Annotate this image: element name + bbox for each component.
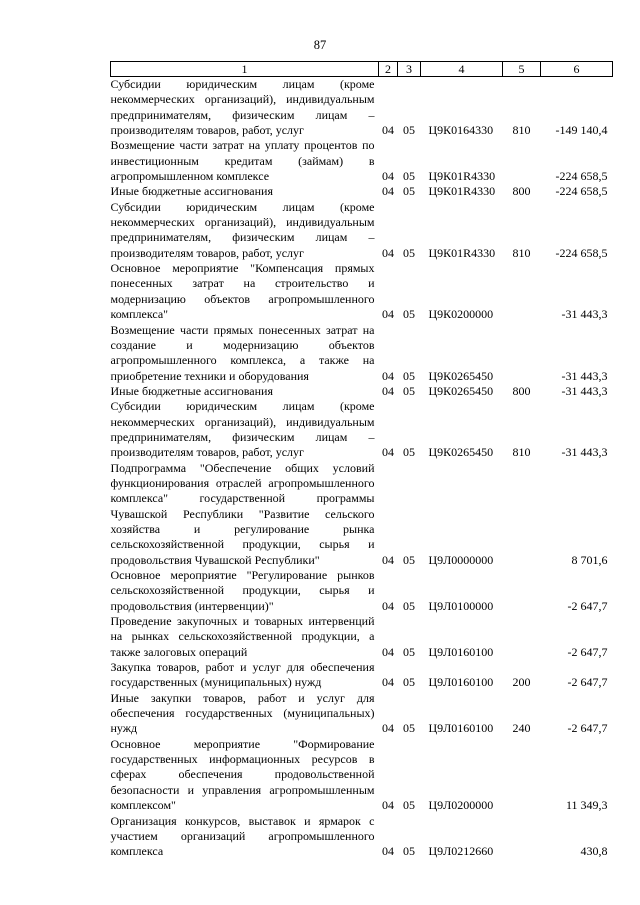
subsection-code: 05 bbox=[403, 598, 415, 613]
target-article-code: Ц9Л0160100 bbox=[428, 675, 494, 690]
subsection-code: 05 bbox=[403, 184, 415, 199]
budget-table bbox=[110, 61, 613, 860]
section-code: 04 bbox=[382, 598, 394, 613]
amount: -224 658,5 bbox=[555, 184, 608, 199]
item-name: Иные бюджетные ассигнования bbox=[110, 383, 273, 398]
expense-type-code bbox=[503, 814, 541, 860]
section-code: 04 bbox=[382, 383, 394, 398]
amount: -2 647,7 bbox=[567, 721, 608, 736]
table-row bbox=[111, 399, 613, 460]
amount: -2 647,7 bbox=[567, 644, 608, 659]
section-code: 04 bbox=[382, 184, 394, 199]
expense-type-code: 200 bbox=[512, 675, 531, 690]
amount: -31 443,3 bbox=[561, 368, 608, 383]
target-article-code: Ц9К0265450 bbox=[428, 368, 494, 383]
item-name: Субсидии юридическим лицам (кроме некоммерческих организаций), индивидуальным предпринимателям, физическим лицам – производителям товаров, работ, услуг bbox=[110, 77, 375, 138]
subsection-code: 05 bbox=[403, 675, 415, 690]
subsection-code: 05 bbox=[403, 644, 415, 659]
subsection-code: 05 bbox=[403, 169, 415, 184]
subsection-code: 05 bbox=[403, 123, 415, 138]
table-row bbox=[111, 568, 613, 614]
expense-type-code: 810 bbox=[512, 245, 531, 260]
table-row bbox=[111, 814, 613, 860]
item-name: Основное мероприятие "Регулирование рынков сельскохозяйственной продукции, сырья и продовольствия (интервенции)" bbox=[110, 568, 375, 613]
item-name: Субсидии юридическим лицам (кроме некоммерческих организаций), индивидуальным предпринимателям, физическим лицам – производителям товаров, работ, услуг bbox=[110, 199, 375, 260]
item-name: Закупка товаров, работ и услуг для обеспечения государственных (муниципальных) нужд bbox=[110, 660, 375, 690]
table-header-row bbox=[111, 62, 613, 77]
item-name: Иные закупки товаров, работ и услуг для обеспечения государственных (муниципальных) нужд bbox=[110, 690, 375, 736]
amount: 430,8 bbox=[580, 844, 608, 859]
header-col-1: 1 bbox=[111, 62, 379, 77]
target-article-code: Ц9Л0000000 bbox=[428, 552, 494, 567]
section-code: 04 bbox=[382, 445, 394, 460]
section-code: 04 bbox=[382, 123, 394, 138]
expense-type-code bbox=[503, 461, 541, 568]
amount: -149 140,4 bbox=[555, 123, 608, 138]
target-article-code: Ц9К0265450 bbox=[428, 383, 494, 398]
table-row bbox=[111, 660, 613, 691]
subsection-code: 05 bbox=[403, 798, 415, 813]
target-article-code: Ц9Л0212660 bbox=[428, 844, 494, 859]
subsection-code: 05 bbox=[403, 307, 415, 322]
target-article-code: Ц9Л0160100 bbox=[428, 721, 494, 736]
table-row bbox=[111, 614, 613, 660]
amount: -224 658,5 bbox=[555, 169, 608, 184]
item-name: Основное мероприятие "Компенсация прямых понесенных затрат на строительство и модернизацию объектов агропромышленного комплекса" bbox=[110, 261, 375, 322]
section-code: 04 bbox=[382, 552, 394, 567]
table-row bbox=[111, 737, 613, 814]
table-row bbox=[111, 77, 613, 139]
expense-type-code bbox=[503, 138, 541, 184]
section-code: 04 bbox=[382, 169, 394, 184]
expense-type-code bbox=[503, 614, 541, 660]
expense-type-code: 810 bbox=[512, 445, 531, 460]
expense-type-code: 800 bbox=[512, 184, 531, 199]
amount: -31 443,3 bbox=[561, 445, 608, 460]
item-name: Основное мероприятие "Формирование государственных информационных ресурсов в сферах обеспечения продовольственной безопасности и управления агропромышленным комплексом" bbox=[110, 736, 375, 813]
item-name: Субсидии юридическим лицам (кроме некоммерческих организаций), индивидуальным предпринимателям, физическим лицам – производителям товаров, работ, услуг bbox=[110, 399, 375, 460]
item-name: Организация конкурсов, выставок и ярмарок с участием организаций агропромышленного комплекса bbox=[110, 813, 375, 859]
table-row bbox=[111, 461, 613, 568]
target-article-code: Ц9К01R4330 bbox=[428, 245, 496, 260]
target-article-code: Ц9К0164330 bbox=[428, 123, 494, 138]
subsection-code: 05 bbox=[403, 383, 415, 398]
subsection-code: 05 bbox=[403, 368, 415, 383]
amount: -224 658,5 bbox=[555, 245, 608, 260]
table-row bbox=[111, 200, 613, 261]
section-code: 04 bbox=[382, 844, 394, 859]
table-row bbox=[111, 384, 613, 399]
subsection-code: 05 bbox=[403, 552, 415, 567]
amount: 8 701,6 bbox=[571, 552, 608, 567]
target-article-code: Ц9Л0160100 bbox=[428, 644, 494, 659]
target-article-code: Ц9Л0200000 bbox=[428, 798, 494, 813]
table-row bbox=[111, 184, 613, 199]
subsection-code: 05 bbox=[403, 721, 415, 736]
section-code: 04 bbox=[382, 368, 394, 383]
header-col-3: 3 bbox=[398, 62, 421, 77]
expense-type-code bbox=[503, 568, 541, 614]
subsection-code: 05 bbox=[403, 844, 415, 859]
item-name: Проведение закупочных и товарных интервенций на рынках сельскохозяйственной продукции, а также залоговых операций bbox=[110, 614, 375, 659]
header-col-5: 5 bbox=[503, 62, 541, 77]
target-article-code: Ц9К01R4330 bbox=[428, 169, 496, 184]
expense-type-code bbox=[503, 323, 541, 384]
table-row bbox=[111, 691, 613, 737]
header-col-2: 2 bbox=[379, 62, 398, 77]
section-code: 04 bbox=[382, 721, 394, 736]
table-row bbox=[111, 261, 613, 322]
section-code: 04 bbox=[382, 245, 394, 260]
section-code: 04 bbox=[382, 798, 394, 813]
target-article-code: Ц9Л0100000 bbox=[428, 598, 494, 613]
header-col-4: 4 bbox=[421, 62, 503, 77]
amount: -2 647,7 bbox=[567, 598, 608, 613]
page-number: 87 bbox=[313, 38, 327, 52]
target-article-code: Ц9К01R4330 bbox=[428, 184, 496, 199]
target-article-code: Ц9К0200000 bbox=[428, 307, 494, 322]
expense-type-code: 240 bbox=[512, 721, 531, 736]
section-code: 04 bbox=[382, 307, 394, 322]
amount: -31 443,3 bbox=[561, 383, 608, 398]
section-code: 04 bbox=[382, 675, 394, 690]
amount: 11 349,3 bbox=[565, 798, 608, 813]
amount: -31 443,3 bbox=[561, 307, 608, 322]
item-name: Возмещение части затрат на уплату процентов по инвестиционным кредитам (займам) в агропромышленном комплексе bbox=[110, 138, 375, 184]
expense-type-code: 800 bbox=[512, 383, 531, 398]
item-name: Возмещение части прямых понесенных затрат на создание и модернизацию объектов агропромышленного комплекса, а также на приобретение техники и оборудования bbox=[110, 322, 375, 383]
section-code: 04 bbox=[382, 644, 394, 659]
expense-type-code: 810 bbox=[512, 123, 531, 138]
target-article-code: Ц9К0265450 bbox=[428, 445, 494, 460]
amount: -2 647,7 bbox=[567, 675, 608, 690]
item-name: Иные бюджетные ассигнования bbox=[110, 184, 273, 199]
header-col-6: 6 bbox=[541, 62, 613, 77]
table-row bbox=[111, 138, 613, 184]
subsection-code: 05 bbox=[403, 445, 415, 460]
subsection-code: 05 bbox=[403, 245, 415, 260]
expense-type-code bbox=[503, 261, 541, 322]
expense-type-code bbox=[503, 737, 541, 814]
table-row bbox=[111, 323, 613, 384]
item-name: Подпрограмма "Обеспечение общих условий функционирования отраслей агропромышленного комплекса" государственной программы Чувашской Республики "Развитие сельского хозяйства и регулирование рынка сельскохозяйственной продукции, сырья и продовольствия Чувашской Республики" bbox=[110, 460, 375, 567]
